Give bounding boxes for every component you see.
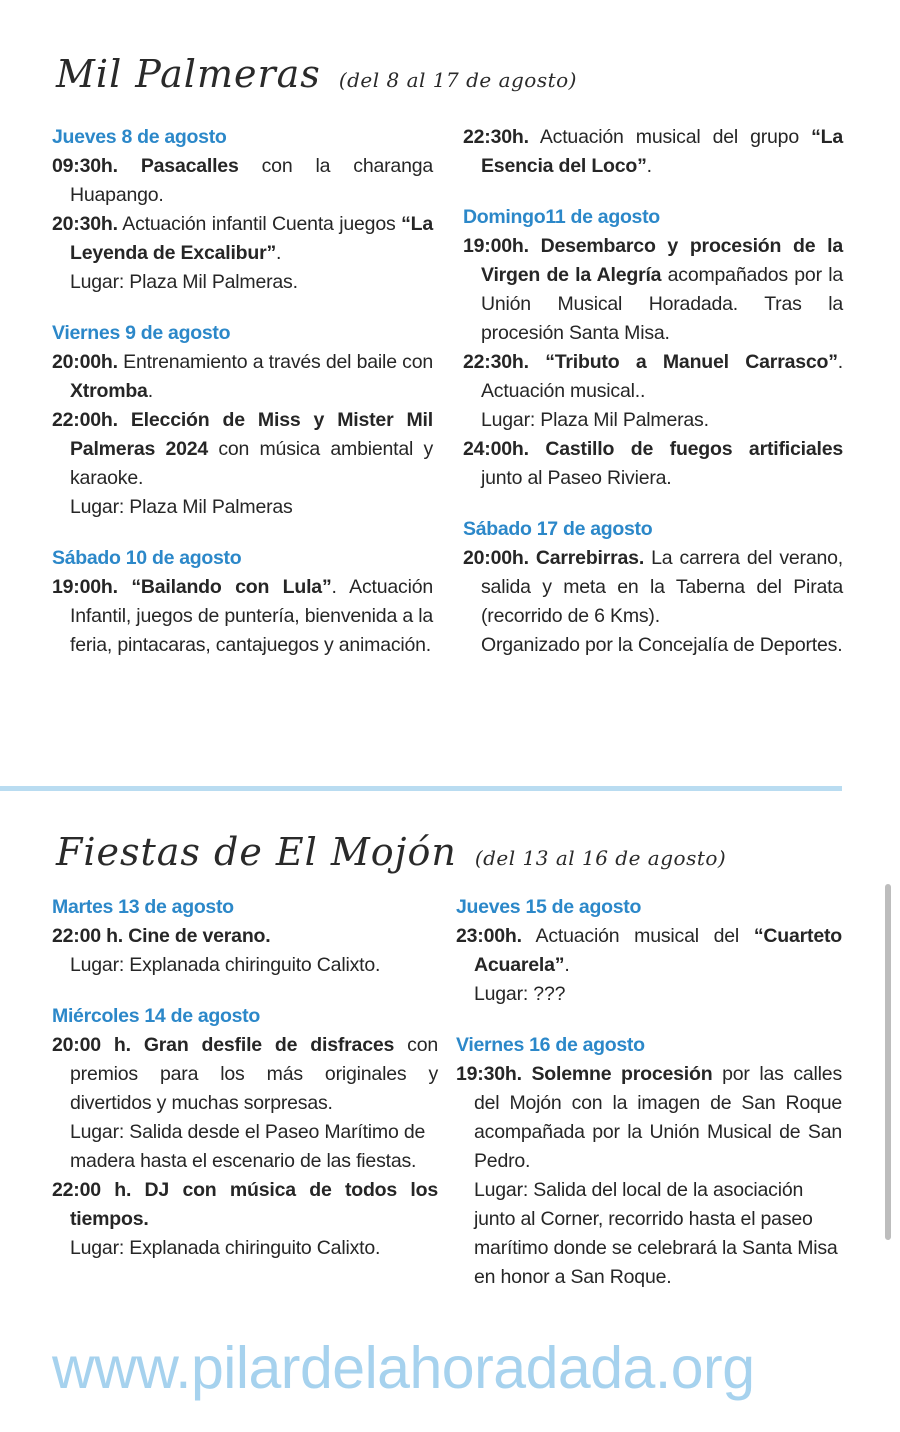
mil-palmeras-right-column [463,123,843,660]
event-time: 20:00h. [463,547,529,569]
event-text: Actuación musical del [535,925,754,947]
event-item [52,1176,438,1234]
event-text: junto al Paseo Riviera. [481,467,672,489]
event-time: 22:00 h. [52,925,124,947]
day-heading: Domingo11 de agosto [463,206,660,228]
title-text: Fiestas de El Mojón [56,830,457,874]
scrollbar[interactable] [885,884,891,1240]
event-item [52,152,433,210]
event-item [52,922,438,951]
event-time: 22:30h. [463,126,529,148]
event-highlight: Cine de verano. [128,925,271,947]
day-gap [52,297,433,319]
day-gap [52,980,438,1002]
website-url[interactable]: www.pilardelahoradada.org [52,1335,755,1401]
day-gap [463,181,843,203]
title-dates: (del 8 al 17 de agosto) [338,68,577,92]
event-item [52,348,433,406]
day-gap [463,493,843,515]
event-text: Actuación musical del grupo [539,126,812,148]
event-place: Lugar: Plaza Mil Palmeras [70,496,293,518]
event-text: . [564,954,570,976]
event-highlight: “Cuarteto Acuarela” [474,925,842,976]
event-text: con la charanga Huapango. [70,155,434,206]
event-highlight: Xtromba [70,380,148,402]
day-heading: Jueves 15 de agosto [456,896,642,918]
event-time: 09:30h. [52,155,118,177]
title-text: Mil Palmeras [56,52,321,96]
event-time: 20:30h. [52,213,118,235]
section-divider [0,786,842,791]
event-highlight: Gran desfile de disfraces [143,1034,395,1056]
event-text: . Actuación musical.. [481,351,843,402]
event-item [456,1060,842,1176]
event-time: 22:00 h. [52,1179,132,1201]
event-item [463,123,843,181]
event-time: 19:30h. [456,1063,522,1085]
event-highlight: “La Leyenda de Excalibur” [70,213,433,264]
event-highlight: “Bailando con Lula” [131,576,332,598]
event-highlight: Pasacalles [140,155,239,177]
event-place: Organizado por la Concejalía de Deportes. [481,634,843,656]
event-text: . [147,380,153,402]
event-highlight: Castillo de fuegos artificiales [545,438,844,460]
event-place: Lugar: Salida desde el Paseo Marítimo de madera hasta el escenario de las fiestas. [70,1121,426,1172]
day-heading: Miércoles 14 de agosto [52,1005,260,1027]
event-text: Actuación infantil Cuenta juegos [122,213,402,235]
event-time: 22:00h. [52,409,118,431]
title-dates: (del 13 al 16 de agosto) [474,846,727,870]
event-place: Lugar: Explanada chiringuito Calixto. [70,954,381,976]
event-item [463,348,843,406]
event-time: 20:00 h. [52,1034,131,1056]
event-item [456,922,842,980]
day-heading: Sábado 10 de agosto [52,547,242,569]
day-gap [52,522,433,544]
event-place: Lugar: Explanada chiringuito Calixto. [70,1237,381,1259]
event-highlight: “La Esencia del Loco” [481,126,843,177]
mil-palmeras-left-column [52,123,433,660]
day-heading: Viernes 9 de agosto [52,322,231,344]
event-highlight: Carrebirras. [535,547,645,569]
day-gap [456,1009,842,1031]
event-text: con música ambiental y karaoke. [70,438,433,489]
event-time: 20:00h. [52,351,118,373]
event-text: . Actuación Infantil, juegos de puntería, bienvenida a la feria, pintacaras, cantajuegos y animación. [70,576,433,656]
event-highlight: “Tributo a Manuel Carrasco” [545,351,838,373]
event-text: por las calles del Mojón con la imagen de San Roque acompañada por la Unión Musical de San Pedro. [474,1063,842,1172]
event-highlight: Solemne procesión [531,1063,713,1085]
event-highlight: Desembarco y procesión de la Virgen de la Alegría [481,235,843,286]
day-heading: Viernes 16 de agosto [456,1034,645,1056]
event-time: 22:30h. [463,351,529,373]
event-item [463,435,843,493]
event-item [52,573,433,660]
event-place: Lugar: ??? [474,983,566,1005]
day-heading: Jueves 8 de agosto [52,126,227,148]
el-mojon-left-column [52,893,438,1263]
event-text: con premios para los más originales y divertidos y muchas sorpresas. [70,1034,438,1114]
event-text: acompañados por la Unión Musical Horadada. Tras la procesión Santa Misa. [481,264,843,344]
event-highlight: DJ con música de todos los tiempos. [70,1179,438,1230]
event-item [463,544,843,631]
event-item [52,406,433,493]
event-place: Lugar: Plaza Mil Palmeras. [481,409,709,431]
event-time: 24:00h. [463,438,529,460]
event-place: Lugar: Salida del local de la asociación junto al Corner, recorrido hasta el paseo marítimo donde se celebrará la Santa Misa en honor a San Roque. [474,1179,838,1288]
event-text: . [276,242,282,264]
event-item [52,1031,438,1118]
event-time: 19:00h. [52,576,118,598]
event-text: Entrenamiento a través del baile con [123,351,433,373]
section-title-mil-palmeras [56,52,577,96]
event-time: 23:00h. [456,925,522,947]
event-item [463,232,843,348]
day-heading: Martes 13 de agosto [52,896,234,918]
day-heading: Sábado 17 de agosto [463,518,653,540]
event-text: . [646,155,652,177]
el-mojon-right-column [456,893,842,1292]
event-highlight: Elección de Miss y Mister Mil Palmeras 2024 [70,409,433,460]
section-title-el-mojon [56,830,726,874]
event-text: La carrera del verano, salida y meta en la Taberna del Pirata (recorrido de 6 Kms). [481,547,843,627]
event-item [52,210,433,268]
event-place: Lugar: Plaza Mil Palmeras. [70,271,298,293]
event-time: 19:00h. [463,235,529,257]
